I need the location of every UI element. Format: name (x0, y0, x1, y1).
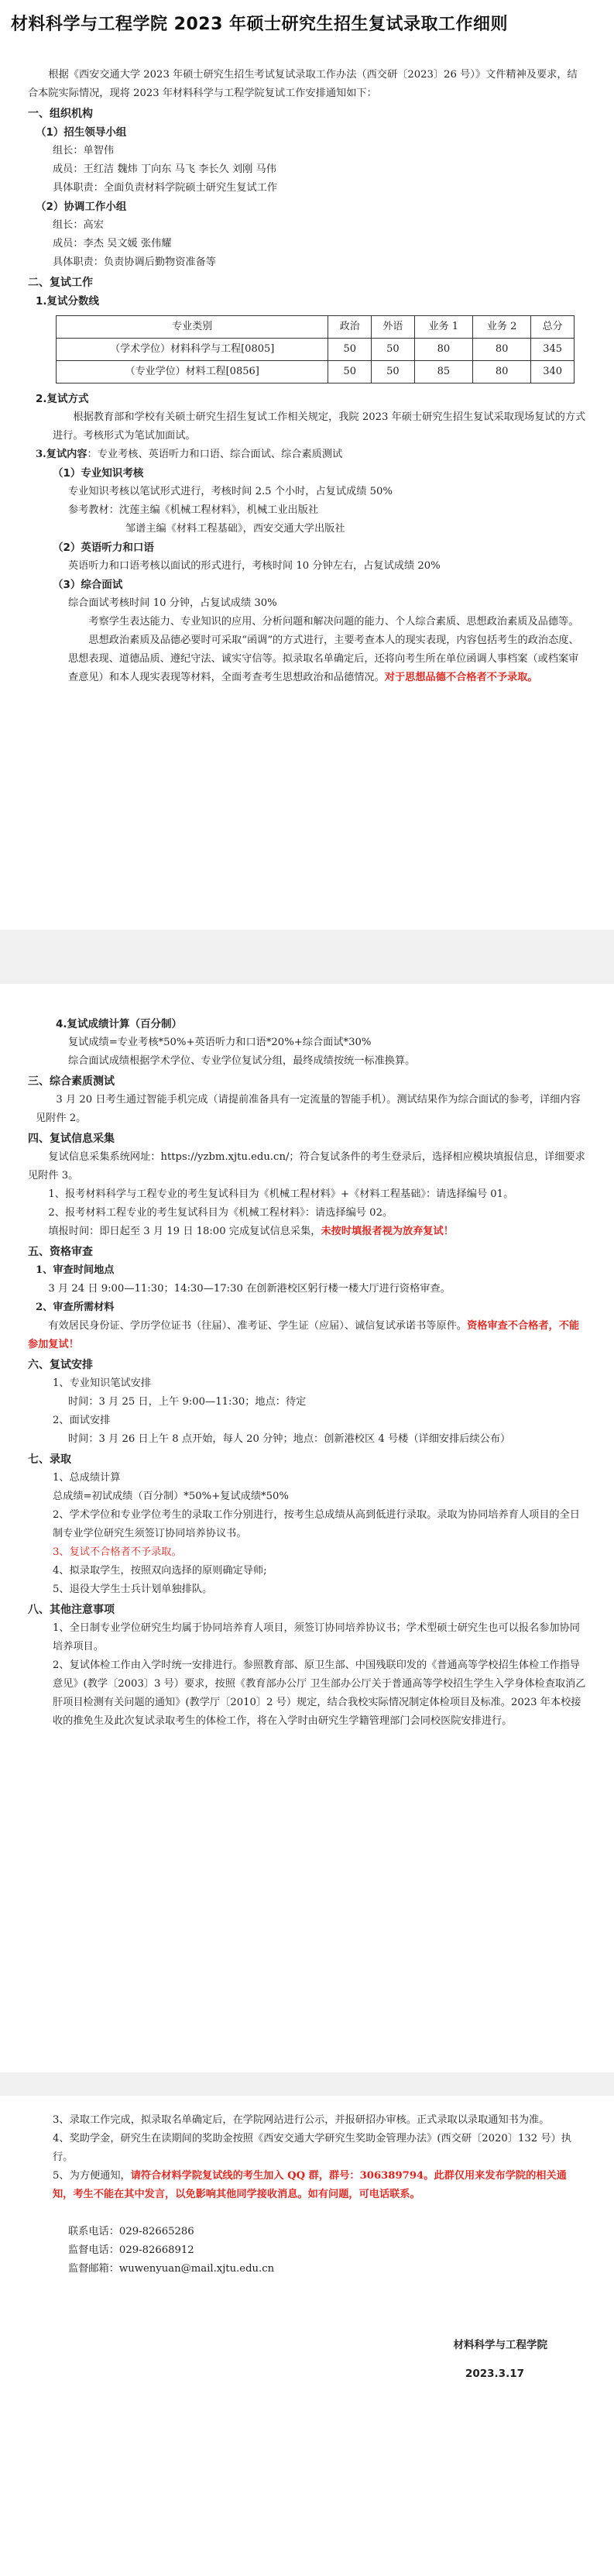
table-cell: 50 (328, 361, 372, 383)
section-4-item-1: 1、报考材料科学与工程专业的考生复试科目为《机械工程材料》+《材料工程基础》：请选择编号 01。 (48, 1188, 514, 1200)
table-row (57, 361, 575, 383)
group-1-duty: 具体职责：全面负责材料学院硕士研究生复试工作 (53, 182, 278, 194)
content-2-desc: 英语听力和口语考核以面试的形式进行，考核时间 10 分钟左右，占复试成绩 20% (68, 560, 441, 572)
section-4-deadline-text: 填报时间：即日起至 3 月 19 日 18:00 完成复试信息采集， (48, 1226, 321, 1237)
section-7-formula: 总成绩=初试成绩（百分制）*50%+复试成绩*50% (53, 1491, 289, 1502)
intro-paragraph: 根据《西安交通大学 2023 年硕士研究生招生考试复试录取工作办法（西交研〔2023〕26 号）》文件精神及要求，结合本院实际情况，现将 2023 年材料科学与工程学院复试工作安排通知如下： (28, 69, 578, 99)
contact-phone: 联系电话：029-82665286 (68, 2226, 194, 2237)
section-8-item-1: 1、全日制专业学位研究生均属于协同培养育人项目，须签订协同培养协议书；学术型硕士研究生也可以报名参加协同培养项目。 (53, 1622, 580, 1653)
section-8-item-5 (28, 2167, 586, 2204)
table-cell: （学术学位）材料科学与工程[0805] (57, 339, 328, 361)
section-5-warning: 资格审查不合格者，不能参加复试！ (28, 1320, 580, 1350)
signature-org: 材料科学与工程学院 (453, 2338, 547, 2351)
content-1-book-2: 邹谱主编《材料工程基础》，西安交通大学出版社 (125, 523, 345, 535)
score-calc-formula: 复试成绩=专业考核*50%+英语听力和口语*20%+综合面试*30% (68, 1037, 372, 1048)
group-2-duty: 具体职责：负责协调后勤物资准备等 (53, 256, 216, 268)
content-1-book-1: 参考教材：沈莲主编《机械工程材料》，机械工业出版社 (68, 504, 319, 516)
content-1-desc: 专业知识考核以笔试形式进行，考核时间 2.5 个小时，占复试成绩 50% (68, 486, 393, 497)
section-5-materials (28, 1317, 586, 1354)
section-3-heading: 三、综合素质测试 (28, 1075, 115, 1088)
document-page-3 (0, 2096, 614, 2576)
section-7-item-2: 2、学术学位和专业学位考生的录取工作分别进行，按考生总成绩从高到低进行录取。录取为协同培养育人项目的全日制专业学位研究生须签订协同培养协议书。 (53, 1509, 580, 1539)
document-page-1 (0, 0, 614, 930)
table-cell: 85 (414, 361, 472, 383)
section-6-written-time: 时间：3 月 25 日，上午 9:00—11:30；地点：待定 (68, 1396, 307, 1408)
section-7-item-3: 3、复试不合格者不予录取。 (53, 1546, 182, 1558)
table-cell: 50 (372, 361, 415, 383)
document-title: 材料科学与工程学院 2023 年硕士研究生招生复试录取工作细则 (11, 15, 509, 34)
section-2-heading: 二、复试工作 (28, 277, 93, 289)
section-5-materials-text: 有效居民身份证、学历学位证书（往届）、准考证、学生证（应届）、诚信复试承诺书等原件。 (48, 1320, 468, 1332)
table-header-cell: 外语 (372, 316, 415, 339)
table-row (57, 339, 575, 361)
group-2-leader: 组长：高宏 (53, 219, 104, 231)
signature-date: 2023.3.17 (465, 2368, 524, 2380)
content-1-title: （1）专业知识考核 (53, 467, 144, 480)
section-4-system: 复试信息采集系统网址：https://yzbm.xjtu.edu.cn/；符合复试条件的考生登录后，选择相应模块填报信息，详细要求见附件 3。 (28, 1151, 585, 1181)
section-6-interview: 2、面试安排 (53, 1415, 111, 1426)
qq-group-notice: 请符合材料学院复试线的考生加入 QQ 群，群号：306389794。此群仅用来发布学院的相关通知，考生不能在其中发言，以免影响其他同学接收消息。如有问题，可电话联系。 (53, 2170, 567, 2200)
section-3-text: 3 月 20 日考生通过智能手机完成（请提前准备具有一定流量的智能手机）。测试结果作为综合面试的参考，详细内容见附件 2。 (36, 1094, 581, 1124)
section-8-heading: 八、其他注意事项 (28, 1604, 115, 1616)
table-cell: 50 (372, 339, 415, 361)
section-7-heading: 七、录取 (28, 1453, 71, 1466)
table-cell: 340 (531, 361, 575, 383)
table-header-row (57, 316, 575, 339)
content-3-warning: 对于思想品德不合格者不予录取。 (384, 672, 538, 683)
section-4-deadline (28, 1223, 586, 1241)
section-4-deadline-warning: 未按时填报者视为放弃复试！ (321, 1226, 454, 1237)
exam-mode-title: 2.复试方式 (36, 393, 89, 405)
section-5-time-place: 3 月 24 日 9:00—11:30；14:30—17:30 在创新港校区躬行楼一楼大厅进行资格审查。 (48, 1283, 451, 1295)
section-6-heading: 六、复试安排 (28, 1359, 93, 1371)
section-7-item-4: 4、拟录取学生，按照双向选择的原则确定导师; (53, 1565, 267, 1577)
document-page-2 (0, 984, 614, 2072)
table-header-cell: 总分 (531, 316, 575, 339)
section-8-item-3: 3、录取工作完成，拟录取名单确定后，在学院网站进行公示，并报研招办审核。正式录取以录取通知书为准。 (53, 2114, 550, 2126)
table-cell: 80 (473, 339, 531, 361)
table-header-cell: 业务 2 (473, 316, 531, 339)
group-2-members: 成员：李杰 吴文媛 张伟耀 (53, 238, 172, 249)
table-header-cell: 业务 1 (414, 316, 472, 339)
table-cell: （专业学位）材料工程[0856] (57, 361, 328, 383)
section-5-sub-1: 1、审查时间地点 (36, 1264, 115, 1276)
table-cell: 50 (328, 339, 372, 361)
content-3-politics (28, 631, 586, 687)
table-header-cell: 政治 (328, 316, 372, 339)
section-8-item-4: 4、奖助学金，研究生在读期间的奖助金按照《西安交通大学研究生奖助金管理办法》(西交研〔2020〕132 号）执行。 (53, 2133, 571, 2163)
exam-content-line (28, 445, 586, 464)
section-4-heading: 四、复试信息采集 (28, 1133, 115, 1145)
table-cell: 80 (473, 361, 531, 383)
section-6-interview-time: 时间：3 月 26 日上午 8 点开始，每人 20 分钟；地点：创新港校区 4 号楼（详细安排后续公布） (68, 1433, 511, 1445)
score-calc-note: 综合面试成绩根据学术学位、专业学位复试分组，最终成绩按统一标准换算。 (68, 1055, 416, 1067)
page-gap (0, 930, 614, 984)
exam-mode-text: 根据教育部和学校有关硕士研究生招生复试工作相关规定，我院 2023 年硕士研究生招生复试采取现场复试的方式进行。考核形式为笔试加面试。 (53, 411, 586, 442)
page-gap (0, 2072, 614, 2096)
table-cell: 345 (531, 339, 575, 361)
section-6-written: 1、专业知识笔试安排 (53, 1377, 152, 1389)
table-cell: 80 (414, 339, 472, 361)
group-1-leader: 组长：单智伟 (53, 145, 115, 156)
score-line-table (56, 315, 575, 383)
content-3-scope: 考察学生表达能力、专业知识的应用、分析问题和解决问题的能力、个人综合素质、思想政治素质及品德等。 (88, 616, 579, 628)
section-8-item-5-text: 5、为方便通知， (53, 2170, 131, 2182)
score-line-title: 1.复试分数线 (36, 295, 100, 308)
content-3-title: （3）综合面试 (53, 579, 123, 591)
content-3-desc: 综合面试考核时间 10 分钟，占复试成绩 30% (68, 597, 277, 609)
content-2-title: （2）英语听力和口语 (53, 542, 154, 554)
group-1-members: 成员：王红洁 魏炜 丁向东 马飞 李长久 刘刚 马伟 (53, 163, 276, 175)
exam-content-title: 3.复试内容 (36, 449, 87, 460)
supervision-email: 监督邮箱：wuwenyuan@mail.xjtu.edu.cn (68, 2263, 275, 2275)
score-calc-title: 4.复试成绩计算（百分制） (56, 1018, 183, 1030)
exam-content-text: ：专业考核、英语听力和口语、综合面试、综合素质测试 (87, 449, 343, 460)
section-5-sub-2: 2、审查所需材料 (36, 1302, 115, 1313)
section-5-heading: 五、资格审查 (28, 1246, 93, 1258)
group-1-title: （1）招生领导小组 (36, 126, 127, 139)
section-4-item-2: 2、报考材料工程专业的考生复试科目为《机械工程材料》：请选择编号 02。 (48, 1207, 393, 1219)
section-8-item-2: 2、复试体检工作由入学时统一安排进行。参照教育部、原卫生部、中国残联印发的《普通高等学校招生体检工作指导意见》(教学〔2003〕3 号）要求，按照《教育部办公厅 卫生部办公厅关于普通高等学校招生学生入学身体检查取消乙肝项目检测有关问题的通知》(教学厅〔2010〕2 号）规定，结合我校实际情况制定体检项目及标准。2023 年本校接收的推免生及此次复试录取考生的体检工作，将在入学时由研究生学籍管理部门会同校医院安排进行。 (53, 1659, 586, 1727)
content-3-politics-text: 思想政治素质及品德必要时可采取“函调”的方式进行，主要考查本人的现实表现，内容包括考生的政治态度、思想表现、道德品质、遵纪守法、诚实守信等。拟录取名单确定后，还将向考生所在单位函调人事档案（或档案审查意见）和本人现实表现等材料，全面考查考生思想政治和品德情况。 (68, 635, 579, 683)
section-1-heading: 一、组织机构 (28, 108, 93, 120)
supervision-phone: 监督电话：029-82668912 (68, 2244, 194, 2256)
group-2-title: （2）协调工作小组 (36, 201, 127, 213)
section-7-item-5: 5、退役大学生士兵计划单独排队。 (53, 1584, 213, 1595)
section-7-item-1: 1、总成绩计算 (53, 1472, 121, 1484)
table-header-cell: 专业类别 (57, 316, 328, 339)
